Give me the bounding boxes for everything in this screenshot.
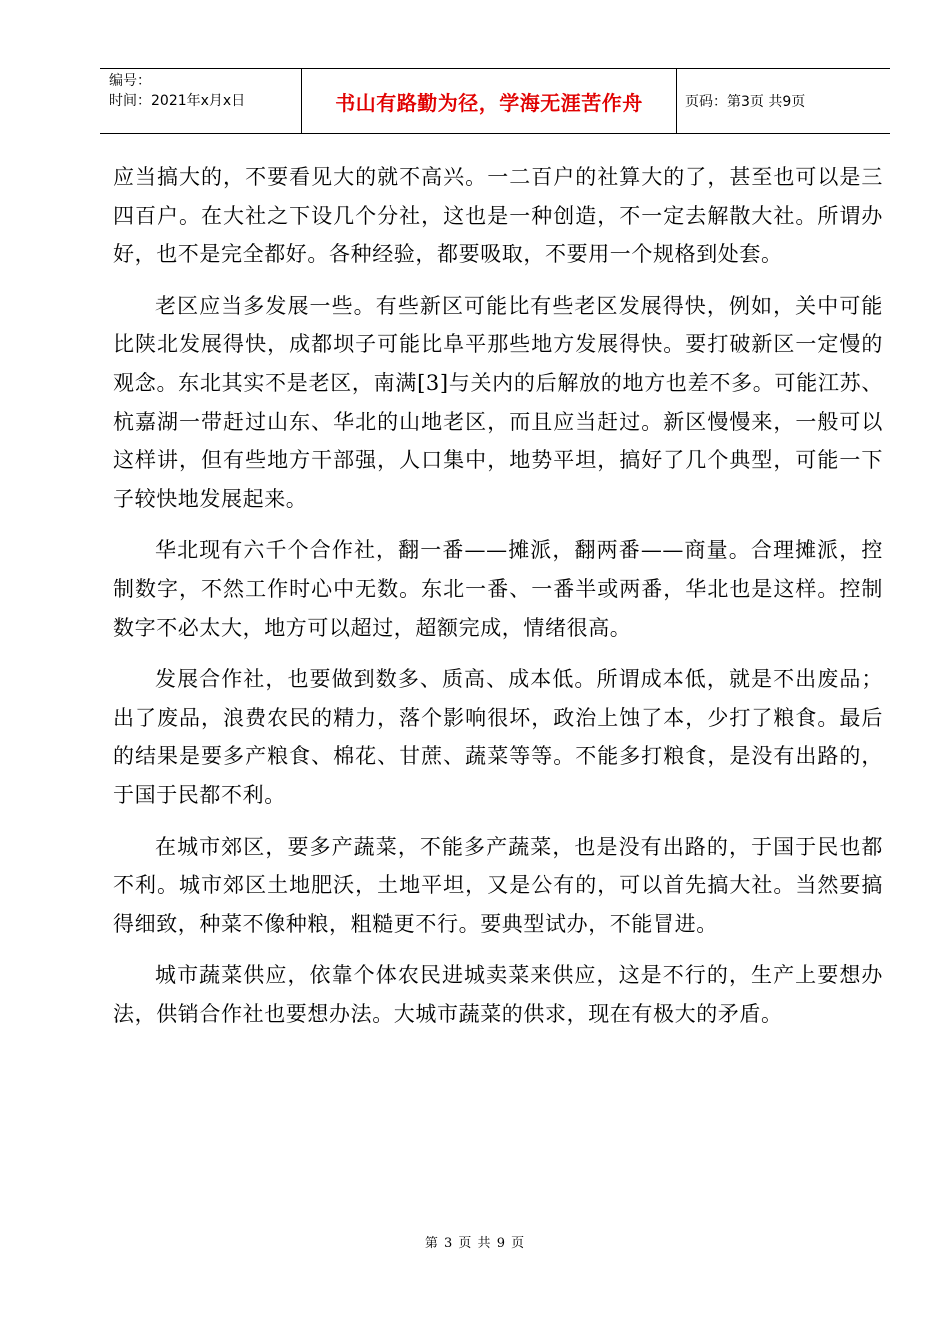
header-page-info: 页码：第3页 共9页	[685, 94, 806, 110]
document-body	[113, 158, 883, 1033]
date-line: 时间：2021年x月x日	[109, 93, 246, 109]
paragraph: 老区应当多发展一些。有些新区可能比有些老区发展得快，例如，关中可能比陕北发展得快，成都坝子可能比阜平那些地方发展得快。要打破新区一定慢的观念。东北其实不是老区，南满[3]与关内的后解放的地方也差不多。可能江苏、杭嘉湖一带赶过山东、华北的山地老区，而且应当赶过。新区慢慢来，一般可以这样讲，但有些地方干部强，人口集中，地势平坦，搞好了几个典型，可能一下子较快地发展起来。	[113, 293, 883, 511]
paragraph: 城市蔬菜供应，依靠个体农民进城卖菜来供应，这是不行的，生产上要想办法，供销合作社也要想办法。大城市蔬菜的供求，现在有极大的矛盾。	[113, 963, 883, 1026]
page-footer: 第 3 页 共 9 页	[424, 1236, 526, 1251]
paragraph: 在城市郊区，要多产蔬菜，不能多产蔬菜，也是没有出路的，于国于民也都不利。城市郊区土地肥沃，土地平坦，又是公有的，可以首先搞大社。当然要搞得细致，种菜不像种粮，粗糙更不行。要典型试办，不能冒进。	[113, 834, 883, 936]
serial-label: 编号：	[109, 73, 151, 89]
header-motto: 书山有路勤为径，学海无涯苦作舟	[302, 69, 677, 133]
paragraph: 发展合作社，也要做到数多、质高、成本低。所谓成本低，就是不出废品；出了废品，浪费农民的精力，落个影响很坏，政治上蚀了本，少打了粮食。最后的结果是要多产粮食、棉花、甘蔗、蔬菜等等。不能多打粮食，是没有出路的，于国于民都不利。	[113, 667, 883, 807]
paragraph: 华北现有六千个合作社，翻一番——摊派，翻两番——商量。合理摊派，控制数字，不然工作时心中无数。东北一番、一番半或两番，华北也是这样。控制数字不必太大，地方可以超过，超额完成，情绪很高。	[113, 538, 883, 640]
header-meta	[100, 69, 302, 133]
paragraph: 应当搞大的，不要看见大的就不高兴。一二百户的社算大的了，甚至也可以是三四百户。在大社之下设几个分社，这也是一种创造，不一定去解散大社。所谓办好，也不是完全都好。各种经验，都要吸取，不要用一个规格到处套。	[113, 165, 883, 267]
page-header	[100, 68, 890, 134]
